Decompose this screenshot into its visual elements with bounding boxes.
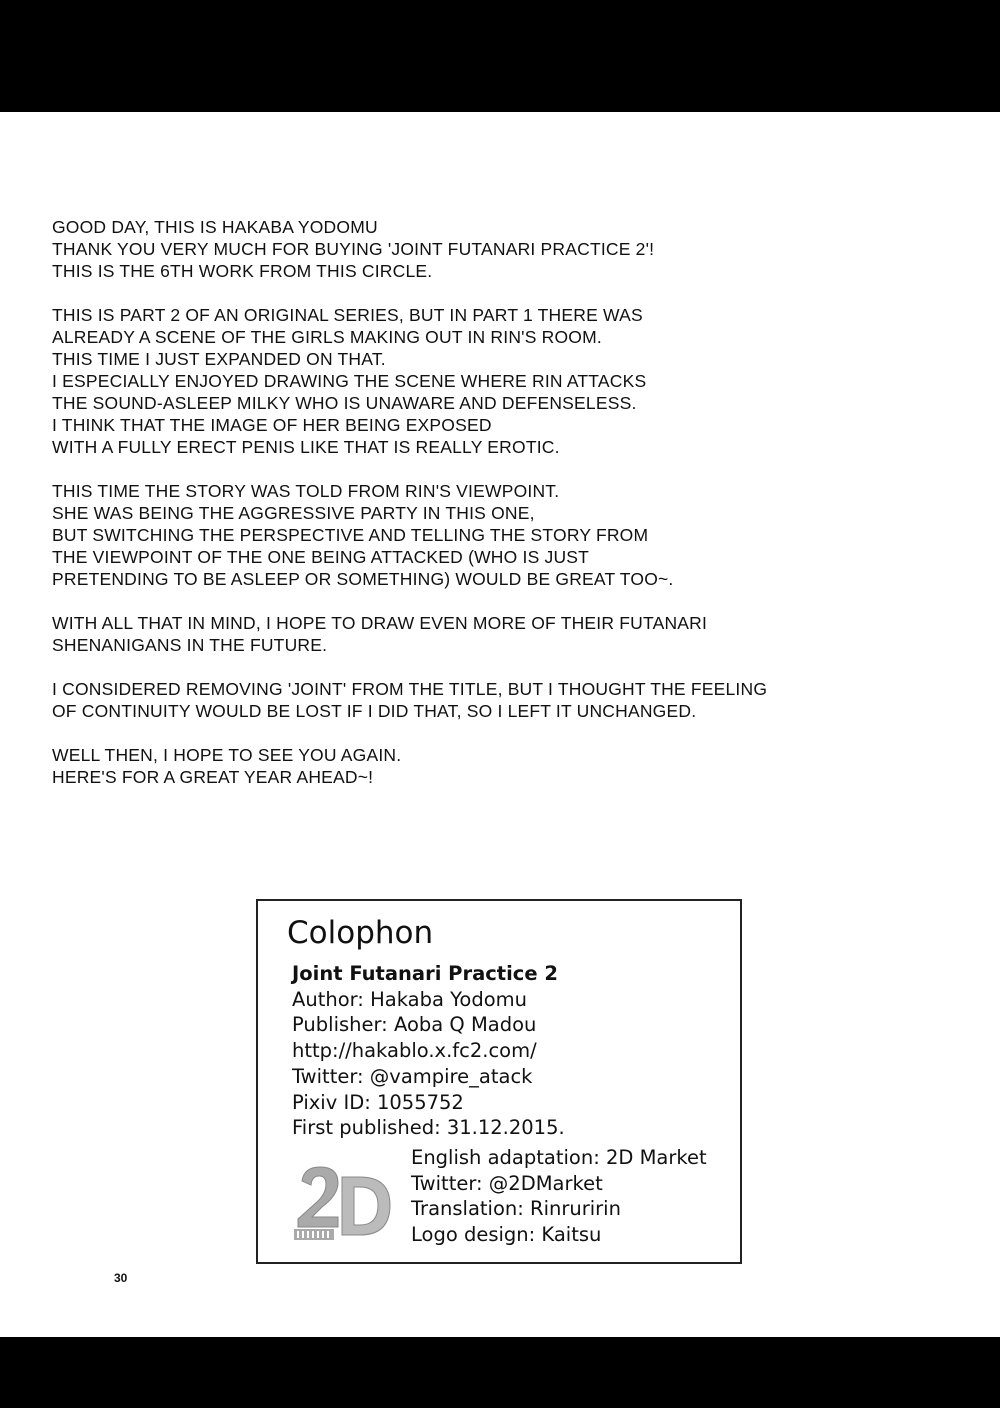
afterword-line: THE VIEWPOINT OF THE ONE BEING ATTACKED (WHO IS JUST [52, 547, 590, 567]
afterword-line: HERE'S FOR A GREAT YEAR AHEAD~! [52, 767, 374, 787]
2d-market-logo [294, 1163, 394, 1243]
first-published: First published: 31.12.2015. [292, 1116, 565, 1140]
translation: Translation: Rinruririn [411, 1197, 621, 1221]
bottom-letterbox-bar [0, 1337, 1000, 1408]
afterword-line: PRETENDING TO BE ASLEEP OR SOMETHING) WOULD BE GREAT TOO~. [52, 569, 674, 589]
afterword-paragraph [52, 216, 952, 282]
logo-d-glyph [342, 1177, 390, 1235]
afterword-paragraph [52, 744, 952, 788]
website-link[interactable]: http://hakablo.x.fc2.com/ [292, 1039, 537, 1063]
logo-design: Logo design: Kaitsu [411, 1223, 602, 1247]
afterword-line: THIS IS PART 2 OF AN ORIGINAL SERIES, BUT IN PART 1 THERE WAS [52, 305, 643, 325]
afterword-line: THIS TIME THE STORY WAS TOLD FROM RIN'S VIEWPOINT. [52, 481, 560, 501]
afterword-line: THE SOUND-ASLEEP MILKY WHO IS UNAWARE AND DEFENSELESS. [52, 393, 637, 413]
afterword-line: OF CONTINUITY WOULD BE LOST IF I DID THAT, SO I LEFT IT UNCHANGED. [52, 701, 697, 721]
english-adaptation: English adaptation: 2D Market [411, 1146, 707, 1169]
afterword-line: SHENANIGANS IN THE FUTURE. [52, 635, 328, 655]
logo-2-glyph [298, 1167, 338, 1227]
afterword-line: WITH ALL THAT IN MIND, I HOPE TO DRAW EVEN MORE OF THEIR FUTANARI [52, 613, 708, 633]
afterword-paragraph [52, 304, 952, 458]
afterword-text [52, 216, 952, 810]
afterword-line: SHE WAS BEING THE AGGRESSIVE PARTY IN THIS ONE, [52, 503, 535, 523]
work-title: Joint Futanari Practice 2 [292, 962, 558, 985]
colophon-box [256, 899, 742, 1264]
afterword-line: I ESPECIALLY ENJOYED DRAWING THE SCENE WHERE RIN ATTACKS [52, 371, 647, 391]
afterword-line: THIS IS THE 6TH WORK FROM THIS CIRCLE. [52, 261, 433, 281]
author: Author: Hakaba Yodomu [292, 987, 528, 1011]
colophon-title: Colophon [287, 915, 434, 951]
afterword-line: I THINK THAT THE IMAGE OF HER BEING EXPOSED [52, 415, 492, 435]
publisher: Publisher: Aoba Q Madou [292, 1013, 537, 1037]
pixiv-id: Pixiv ID: 1055752 [292, 1090, 464, 1114]
afterword-line: BUT SWITCHING THE PERSPECTIVE AND TELLING THE STORY FROM [52, 525, 649, 545]
page-number: 30 [114, 1271, 128, 1285]
top-letterbox-bar [0, 0, 1000, 112]
afterword-line: ALREADY A SCENE OF THE GIRLS MAKING OUT IN RIN'S ROOM. [52, 327, 602, 347]
afterword-line: WITH A FULLY ERECT PENIS LIKE THAT IS REALLY EROTIC. [52, 437, 560, 457]
adaptation-twitter: Twitter: @2DMarket [411, 1171, 603, 1195]
afterword-line: THIS TIME I JUST EXPANDED ON THAT. [52, 349, 386, 369]
colophon-credits [411, 1145, 707, 1248]
afterword-line: THANK YOU VERY MUCH FOR BUYING 'JOINT FUTANARI PRACTICE 2'! [52, 239, 655, 259]
afterword-line: WELL THEN, I HOPE TO SEE YOU AGAIN. [52, 745, 402, 765]
afterword-line: I CONSIDERED REMOVING 'JOINT' FROM THE TITLE, BUT I THOUGHT THE FEELING [52, 679, 768, 699]
afterword-paragraph [52, 480, 952, 590]
colophon-details [292, 961, 565, 1141]
twitter-handle: Twitter: @vampire_atack [292, 1064, 533, 1088]
afterword-paragraph [52, 678, 952, 722]
afterword-line: GOOD DAY, THIS IS HAKABA YODOMU [52, 217, 378, 237]
afterword-paragraph [52, 612, 952, 656]
